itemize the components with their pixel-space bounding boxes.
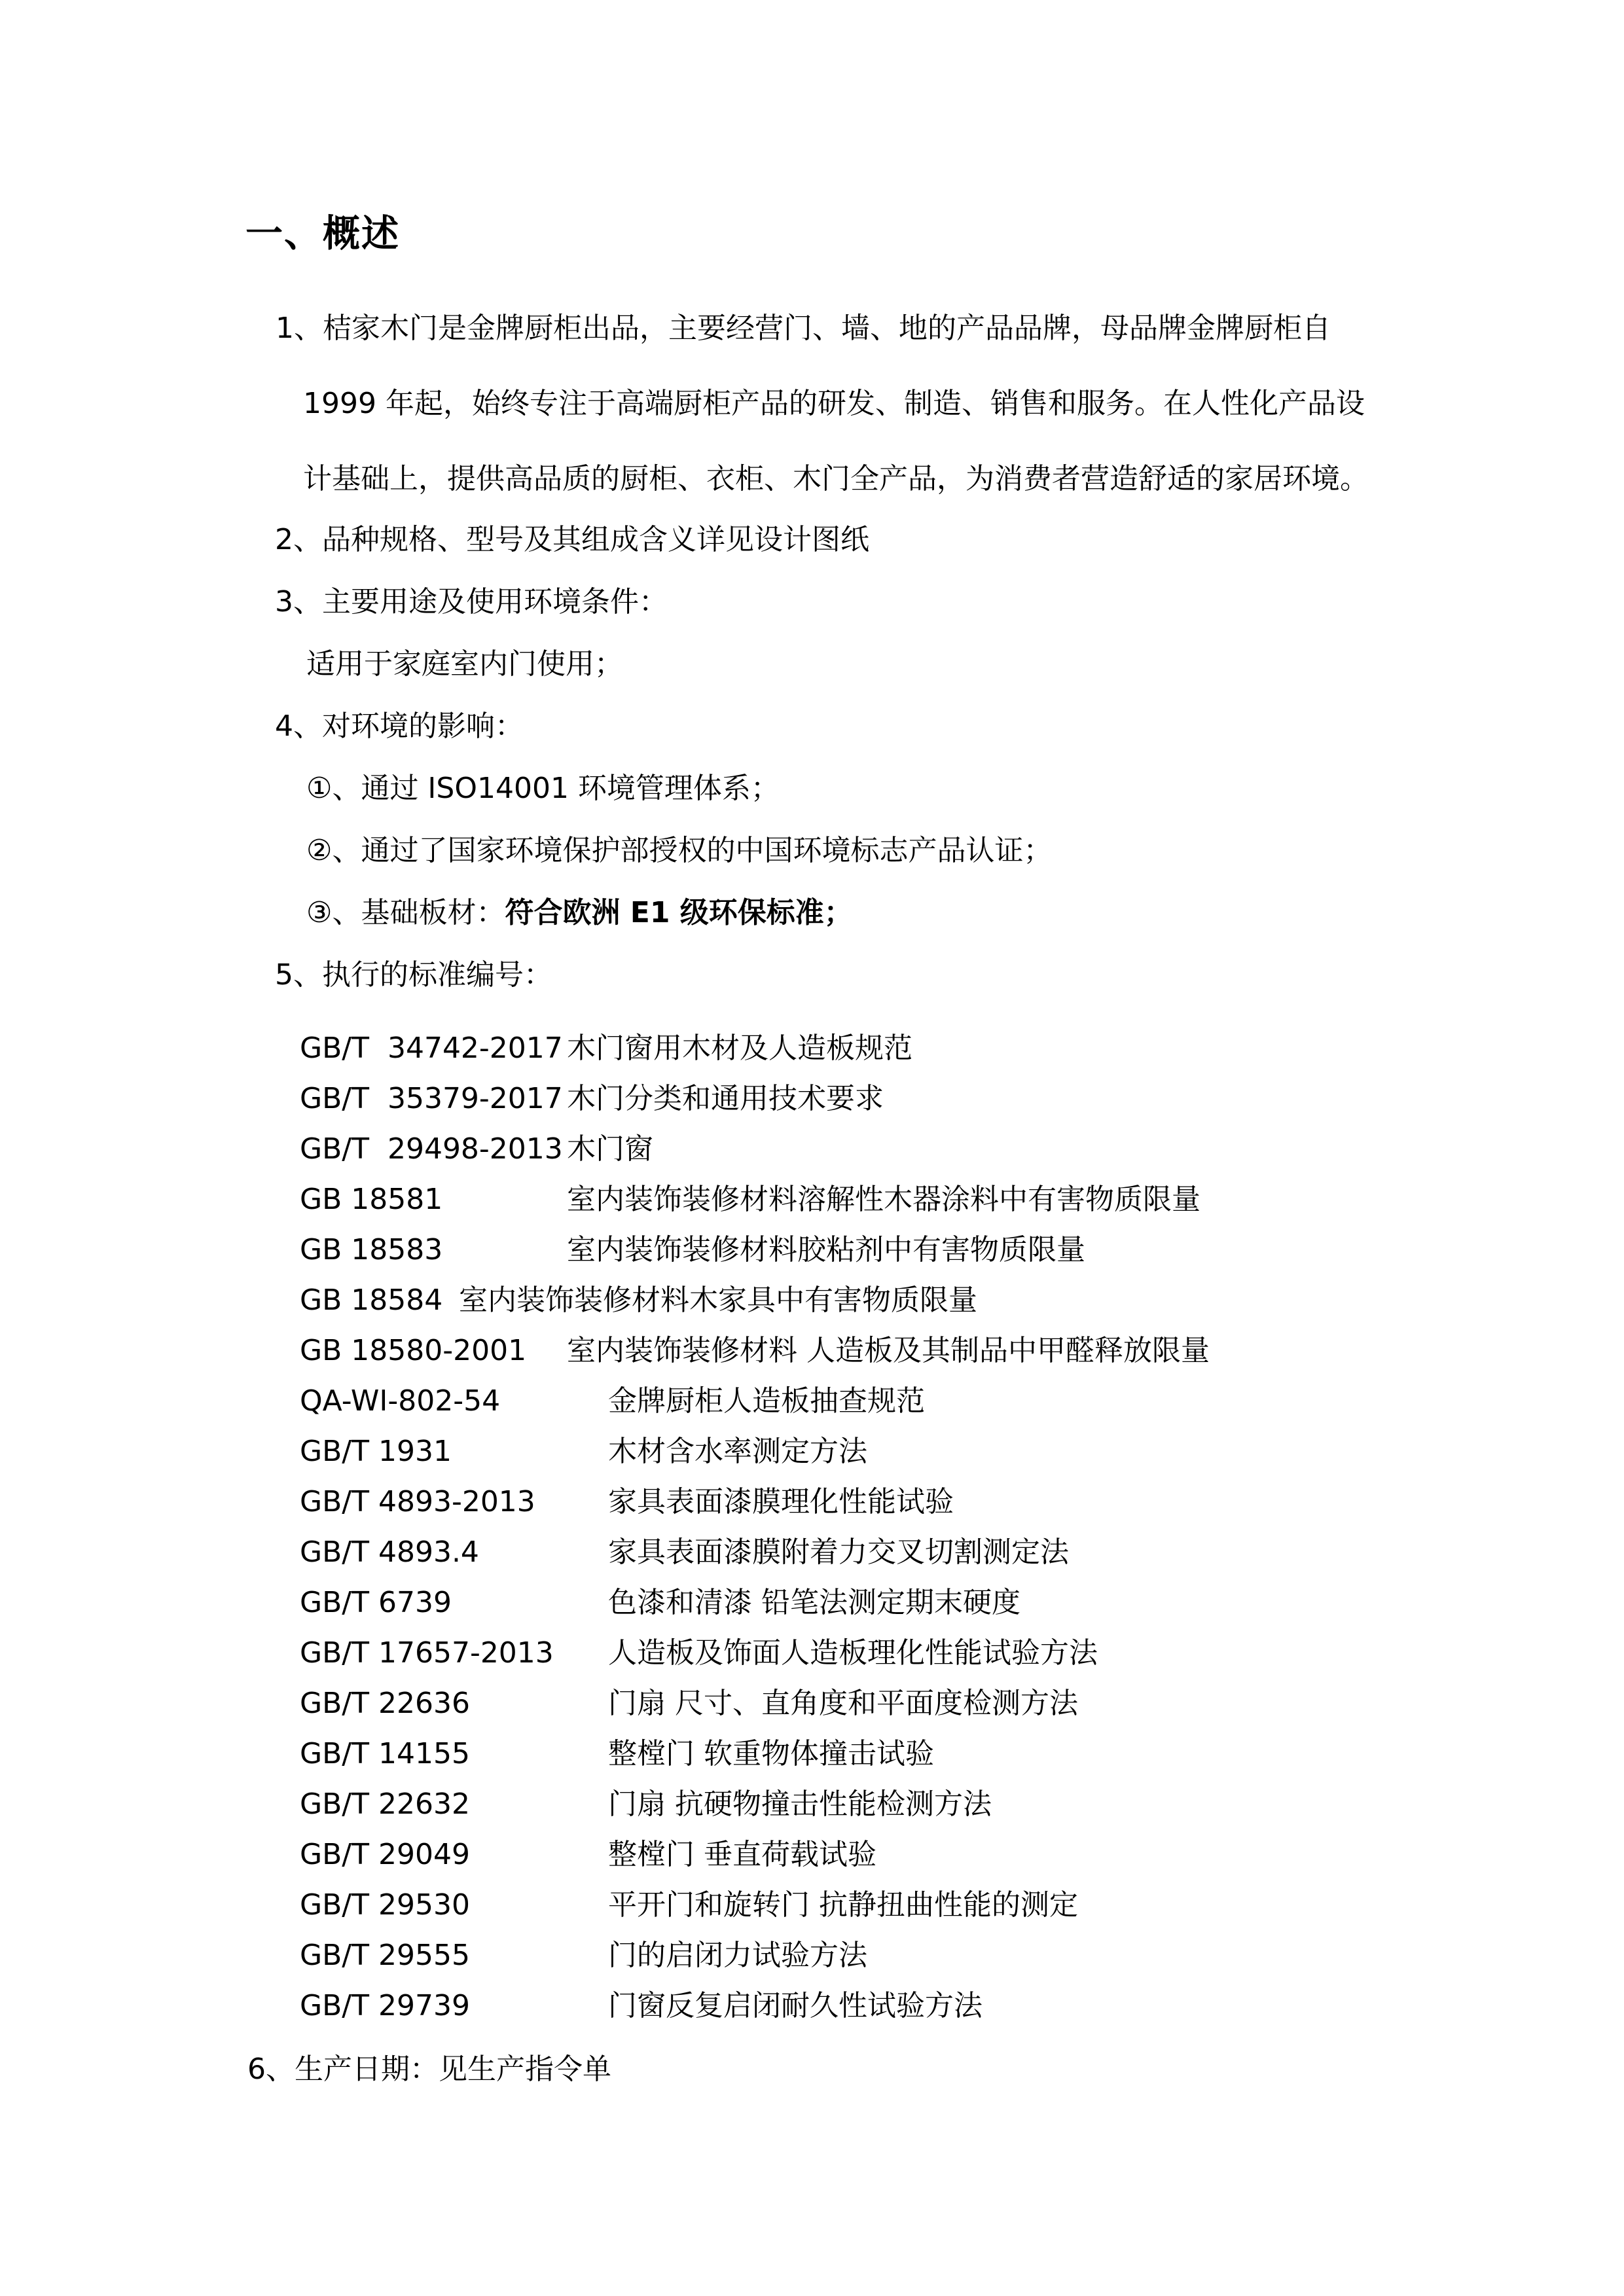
- standard-row: [300, 1124, 1379, 1174]
- standard-row: [300, 1275, 1379, 1325]
- standard-title: 木材含水率测定方法: [608, 1435, 867, 1468]
- standard-row: [300, 1779, 1379, 1829]
- standard-title: 门窗反复启闭耐久性试验方法: [608, 1989, 983, 2022]
- standard-code: GB/T 14155: [300, 1737, 470, 1770]
- standard-row: [300, 1527, 1379, 1577]
- standard-code: GB/T 4893-2013: [300, 1485, 535, 1518]
- standard-code: GB/T 29498-2013: [300, 1132, 563, 1166]
- standard-title: 整樘门 软重物体撞击试验: [608, 1737, 934, 1770]
- env-item-1: ①、通过 ISO14001 环境管理体系；: [306, 772, 780, 805]
- list-item-5: 5、执行的标准编号：: [275, 958, 552, 992]
- standard-row: [300, 1023, 1379, 1073]
- standard-title: 木门窗用木材及人造板规范: [567, 1031, 912, 1065]
- standard-title: 金牌厨柜人造板抽查规范: [608, 1384, 925, 1418]
- paragraph-item-1: 1、桔家木门是金牌厨柜出品，主要经营门、墙、地的产品品牌，母品牌金牌厨柜自 1999 年起，始终专注于高端厨柜产品的研发、制造、销售和服务。在人性化产品设计基础上，提供高品质的厨柜、衣柜、木门全产品，为消费者营造舒适的家居环境。: [276, 312, 1369, 495]
- standard-code: GB/T 1931: [300, 1435, 452, 1468]
- item-3-usage-note: 适用于家庭室内门使用；: [306, 647, 623, 681]
- standard-title: 门扇 尺寸、直角度和平面度检测方法: [608, 1687, 1078, 1720]
- standard-title: 室内装饰装修材料木家具中有害物质限量: [459, 1283, 977, 1317]
- standard-code: GB/T 17657-2013: [300, 1636, 554, 1670]
- standard-code: GB/T 29530: [300, 1888, 470, 1922]
- standard-row: [300, 1577, 1379, 1628]
- standard-code: QA-WI-802-54: [300, 1384, 501, 1418]
- standard-row: [300, 1073, 1379, 1124]
- standard-title: 室内装饰装修材料溶解性木器涂料中有害物质限量: [567, 1183, 1200, 1216]
- standard-title: 家具表面漆膜理化性能试验: [608, 1485, 954, 1518]
- list-item-2: 2、品种规格、型号及其组成含义详见设计图纸: [275, 523, 869, 556]
- standard-title: 人造板及饰面人造板理化性能试验方法: [608, 1636, 1098, 1670]
- standard-row: [300, 1376, 1379, 1426]
- standard-row: [300, 1678, 1379, 1729]
- standard-row: [300, 1477, 1379, 1527]
- standard-title: 木门窗: [567, 1132, 653, 1166]
- standard-code: GB/T 35379-2017: [300, 1082, 563, 1115]
- section-heading: 一、概述: [245, 212, 400, 255]
- standard-row: [300, 1225, 1379, 1275]
- list-item-4: 4、对环境的影响：: [275, 709, 524, 743]
- standard-code: GB/T 34742-2017: [300, 1031, 563, 1065]
- standard-row: [300, 1930, 1379, 1981]
- standard-row: [300, 1981, 1379, 2031]
- standard-code: GB/T 22636: [300, 1687, 470, 1720]
- standard-title: 家具表面漆膜附着力交叉切割测定法: [608, 1535, 1069, 1569]
- standard-title: 整樘门 垂直荷载试验: [608, 1838, 876, 1871]
- standard-code: GB 18583: [300, 1233, 443, 1266]
- standard-code: GB/T 29739: [300, 1989, 470, 2022]
- standard-code: GB/T 29049: [300, 1838, 470, 1871]
- standard-row: [300, 1426, 1379, 1477]
- standard-title: 室内装饰装修材料胶粘剂中有害物质限量: [567, 1233, 1085, 1266]
- list-item-6: 6、生产日期：见生产指令单: [247, 2053, 611, 2086]
- standard-title: 门的启闭力试验方法: [608, 1939, 867, 1972]
- env-item-3-prefix: ③、基础板材：: [306, 896, 505, 929]
- standard-code: GB/T 6739: [300, 1586, 452, 1619]
- standard-code: GB/T 4893.4: [300, 1535, 479, 1569]
- list-item-3: 3、主要用途及使用环境条件：: [275, 585, 668, 619]
- standard-code: GB 18580-2001: [300, 1334, 527, 1367]
- standard-title: 室内装饰装修材料 人造板及其制品中甲醛释放限量: [567, 1334, 1210, 1367]
- standard-row: [300, 1174, 1379, 1225]
- standard-title: 门扇 抗硬物撞击性能检测方法: [608, 1787, 992, 1821]
- standard-code: GB/T 22632: [300, 1787, 470, 1821]
- standard-row: [300, 1729, 1379, 1779]
- standard-title: 色漆和清漆 铅笔法测定期末硬度: [608, 1586, 1020, 1619]
- standard-row: [300, 1880, 1379, 1930]
- standard-code: GB/T 29555: [300, 1939, 470, 1972]
- standard-code: GB 18584: [300, 1283, 443, 1317]
- standard-row: [300, 1628, 1379, 1678]
- env-item-3: [306, 882, 1379, 944]
- standard-row: [300, 1325, 1379, 1376]
- env-item-2: ②、通过了国家环境保护部授权的中国环境标志产品认证；: [306, 834, 1053, 867]
- standard-title: 木门分类和通用技术要求: [567, 1082, 884, 1115]
- standard-title: 平开门和旋转门 抗静扭曲性能的测定: [608, 1888, 1078, 1922]
- standards-list: [300, 1023, 1379, 2031]
- standard-row: [300, 1829, 1379, 1880]
- standard-code: GB 18581: [300, 1183, 443, 1216]
- env-item-3-bold-text: 符合欧洲 E1 级环保标准；: [505, 896, 853, 929]
